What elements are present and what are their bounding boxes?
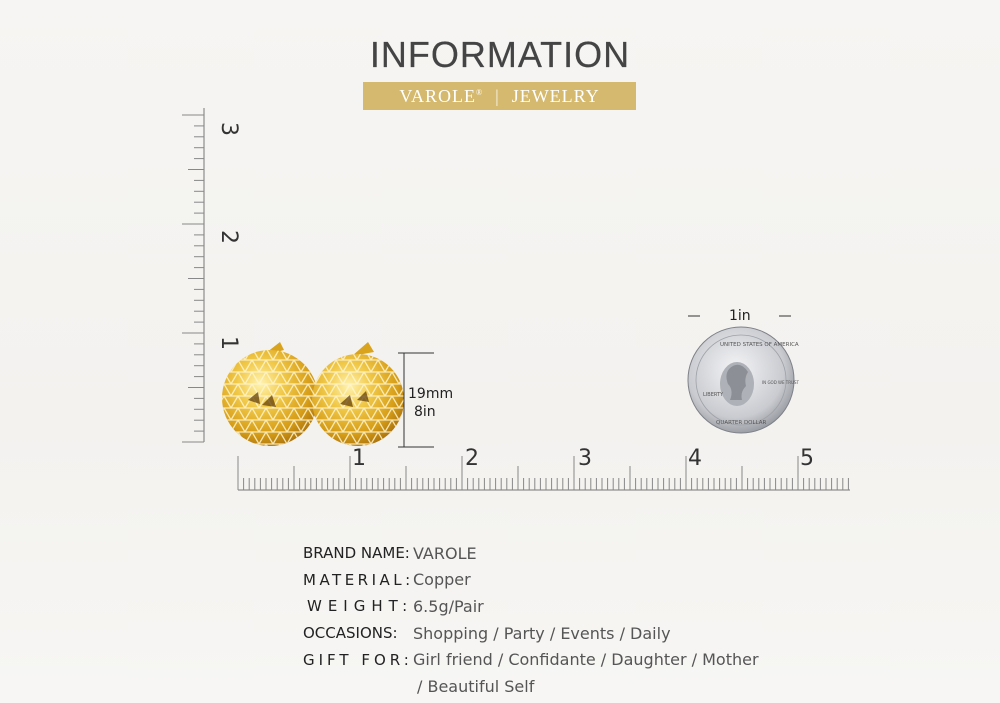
vertical-ruler <box>182 108 204 442</box>
coin-left-text: LIBERTY <box>703 392 724 398</box>
spec-label: WEIGHT: <box>307 597 414 616</box>
spec-value-continued: / Beautiful Self <box>417 676 535 696</box>
spec-label: GIFT FOR: <box>303 650 413 669</box>
height-mm-label: 19mm <box>408 386 454 402</box>
spec-value: Girl friend / Confidante / Daughter / Mother <box>413 650 759 670</box>
spec-row-brand <box>303 540 903 567</box>
product-specs <box>303 540 903 700</box>
spec-value: Shopping / Party / Events / Daily <box>413 623 671 643</box>
horizontal-ruler-number: 5 <box>800 446 814 471</box>
spec-label: OCCASIONS: <box>303 624 398 643</box>
spec-row-gift-for <box>303 646 903 673</box>
spec-label: MATERIAL: <box>303 570 414 589</box>
vertical-ruler-number: 1 <box>216 336 241 350</box>
coin-top-text: UNITED STATES OF AMERICA <box>720 342 799 348</box>
coin-width-label: 1in <box>729 308 751 324</box>
brand-name: VAROLE® <box>399 85 484 106</box>
spec-row-material <box>303 567 903 594</box>
spec-label: BRAND NAME: <box>303 544 410 563</box>
horizontal-ruler-number: 2 <box>465 446 479 471</box>
height-in-label: 8in <box>414 404 436 420</box>
vertical-ruler-number: 2 <box>216 230 241 244</box>
spec-row-occasions <box>303 620 903 647</box>
spec-row-weight <box>303 593 903 620</box>
coin-right-text: IN GOD WE TRUST <box>762 380 799 385</box>
spec-row-gift-for-continued <box>303 673 903 700</box>
horizontal-ruler-number: 3 <box>578 446 592 471</box>
horizontal-ruler-number: 1 <box>352 446 366 471</box>
spec-value: Copper <box>413 570 471 590</box>
horizontal-ruler-number: 4 <box>688 446 702 471</box>
horizontal-ruler <box>238 456 850 490</box>
earring-right <box>312 342 404 446</box>
coin-bottom-text: QUARTER DOLLAR <box>716 420 767 426</box>
spec-value: VAROLE <box>413 543 477 563</box>
vertical-ruler-number: 3 <box>216 122 241 136</box>
earring-left <box>222 342 318 446</box>
banner-separator: | <box>495 85 500 106</box>
spec-value: 6.5g/Pair <box>413 596 484 616</box>
page-title: INFORMATION <box>369 34 631 75</box>
brand-category: JEWELRY <box>511 85 600 106</box>
